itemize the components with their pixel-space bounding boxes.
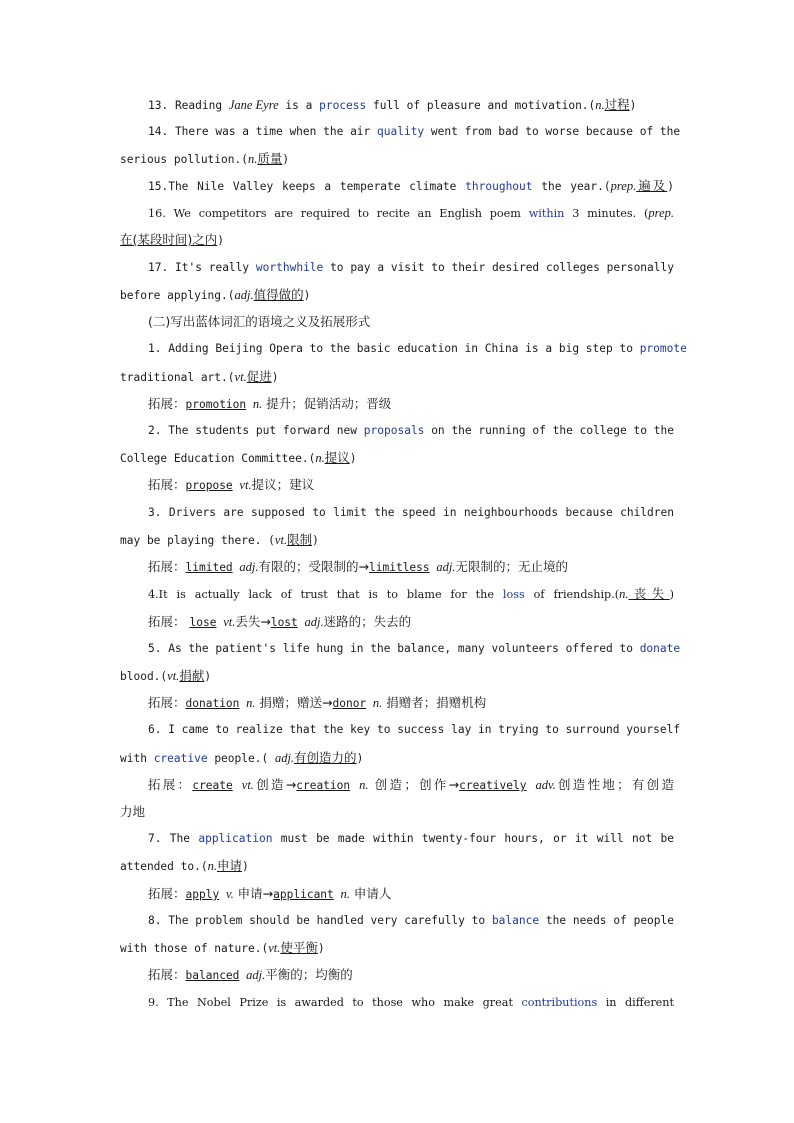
answer: 遍及 [636,178,668,193]
text-run: on the running of the college to the [424,424,674,437]
part-of-speech: adj. [304,615,324,629]
text-run: ) [629,99,637,112]
part-of-speech: vt. [234,370,247,384]
sentence-16 [148,205,674,222]
item-7-cont [120,858,674,875]
keyword: creative [153,752,208,765]
part-of-speech: v. [225,887,234,901]
text-run [219,888,226,901]
part-of-speech: n. [252,397,263,411]
part-of-speech: n. [595,98,605,112]
part-of-speech: adv. [535,778,556,792]
answer: balanced [185,969,240,982]
text-run: 8. The problem should be handled very carefully to [148,914,492,927]
part-of-speech: n. [372,696,383,710]
item-1 [148,341,687,357]
text-run: 2. The students put forward new [148,424,364,437]
text-run: 拓展： [148,614,190,629]
part-of-speech: n. [315,451,325,465]
keyword: contributions [521,996,598,1009]
text-run: 拓展： [148,777,193,792]
answer: donor [332,697,367,710]
answer: 提议 [324,450,350,465]
text-run [334,888,341,901]
answer: 申请 [216,858,242,873]
text-run: 提升；促销活动；晋级 [262,396,392,411]
text-run: 创造性地；有创造 [555,777,674,792]
text-run: (二)写出蓝体词汇的语境之义及拓展形式 [148,314,371,329]
item-1-cont [120,369,674,386]
item-7 [148,831,674,847]
text-run: 拓展： [148,967,186,982]
text-run: 拓展： [148,396,186,411]
text-run: 捐赠；赠送→ [255,695,333,710]
answer: apply [185,888,220,901]
item-3 [148,505,674,521]
text-run: 3. Drivers are supposed to limit the speed in neighbourhoods because children [148,506,674,519]
keyword: proposals [363,424,425,437]
item-7-expand [148,886,674,903]
text-run: is a [278,99,320,112]
answer: 在(某段时间)之内 [120,232,218,247]
text-run: College Education Committee.( [120,452,316,465]
text-run: ) [204,670,212,683]
text-run: 拓展： [148,695,186,710]
text-run: ) [271,371,279,384]
answer: limited [185,561,233,574]
item-5-cont [120,668,674,685]
item-2-expand [148,477,674,494]
part-of-speech: n. [246,696,256,710]
part-of-speech: vt. [167,669,180,683]
item-5 [148,641,681,657]
answer: 促进 [246,369,272,384]
text-run: serious pollution.( [120,153,248,166]
text-run: ) [667,180,674,193]
keyword: process [319,99,367,112]
item-4-expand [148,614,674,631]
item-5-expand [148,695,674,712]
text-run: 迷路的；失去的 [323,614,412,629]
answer: promotion [185,398,247,411]
answer: 值得做的 [253,287,304,302]
keyword: loss [502,588,525,601]
keyword: within [528,207,565,220]
sentence-14-cont [120,151,674,168]
answer: 过程 [604,97,630,112]
text-run: 创造→ [253,777,297,792]
text-run [298,616,305,629]
item-6-cont [120,750,674,767]
text-run: 5. As the patient's life hung in the balance, many volunteers offered to [148,642,640,655]
part-of-speech: n. [359,778,369,792]
text-run: 6. I came to realize that the key to success lay in trying to surround yourself [148,723,681,736]
item-8 [148,913,674,929]
text-run: before applying.( [120,289,235,302]
text-run: went from bad to worse because of the [424,125,681,138]
text-run: with those of nature.( [120,942,269,955]
sentence-16-cont [120,232,674,249]
keyword: donate [639,642,681,655]
text-run: ) [312,534,319,547]
text-run: traditional art.( [120,371,235,384]
sentence-14 [148,124,681,140]
keyword: balance [491,914,540,927]
answer: lost [270,616,298,629]
part-of-speech: adj. [436,560,456,574]
text-run: full of pleasure and motivation.( [366,99,596,112]
text-run: 申请→ [233,886,274,901]
part-of-speech: Jane Eyre [228,98,279,112]
text-run: 无限制的；无止境的 [455,559,569,574]
item-1-expand [148,396,674,413]
text-run: 14. There was a time when the air [148,125,378,138]
part-of-speech: vt. [223,615,236,629]
answer: donation [185,697,240,710]
part-of-speech: adj. [274,751,295,765]
text-run: must be made within twenty-four hours, or it will not be [272,832,674,845]
answer: limitless [369,561,430,574]
text-run: 3 minutes. ( [564,207,649,220]
text-run: ) [282,153,290,166]
answer: 使平衡 [280,940,318,955]
text-run: to pay a visit to their desired colleges personally [323,261,674,274]
part-of-speech: prep. [648,206,674,220]
part-of-speech: vt. [274,533,288,547]
text-run: 16. We competitors are required to recite an English poem [148,207,529,220]
text-run: ) [241,860,249,873]
item-8-cont [120,940,674,957]
text-run: ) [217,234,225,247]
item-3-expand [148,559,674,576]
part-of-speech: vt. [268,941,281,955]
keyword: throughout [465,180,533,193]
text-run: blood.( [120,670,168,683]
text-run: ) [349,452,357,465]
text-run [350,779,359,792]
part-of-speech: vt. [239,478,252,492]
text-run: 提议；建议 [251,477,315,492]
part-of-speech: n. [619,587,629,601]
part-of-speech: adj. [246,968,266,982]
part-of-speech: adj. [234,288,254,302]
text-run: 拓展： [148,886,186,901]
answer: 质量 [257,151,283,166]
item-2-cont [120,450,674,467]
text-run: 13. Reading [148,99,229,112]
text-run: 有限的；受限制的→ [258,559,370,574]
sentence-13 [148,97,674,114]
answer: propose [185,479,233,492]
text-run: ) [669,588,674,601]
text-run: ) [317,942,325,955]
sentence-17 [148,260,674,276]
answer: creatively [459,779,527,792]
text-run: the year.( [532,180,611,193]
part-of-speech: n. [207,859,217,873]
text-run: 平衡的；均衡的 [265,967,353,982]
text-run: with [120,752,154,765]
text-run: ) [303,289,311,302]
keyword: worthwhile [255,261,324,274]
text-run: ) [356,752,364,765]
text-run: 7. The [148,832,199,845]
keyword: quality [377,125,425,138]
text-run [526,779,535,792]
text-run: people.( [207,752,275,765]
item-6-expand [148,777,674,794]
part-of-speech: adj. [239,560,259,574]
item-4 [148,586,674,603]
part-of-speech: n. [340,887,350,901]
item-9 [148,995,674,1011]
section-heading [148,314,674,331]
part-of-speech: prep. [610,179,637,193]
text-run: 丢失→ [235,614,271,629]
text-run: 申请人 [349,886,392,901]
text-run: may be playing there. ( [120,534,275,547]
answer: 限制 [287,532,313,547]
sentence-15 [148,178,674,195]
answer: lose [189,616,217,629]
text-run [246,398,253,411]
text-run: the needs of people [539,914,674,927]
item-6 [148,722,681,738]
part-of-speech: n. [247,152,258,166]
answer: creation [296,779,351,792]
text-run: 9. The Nobel Prize is awarded to those who make great [148,996,522,1009]
text-run: of friendship.( [524,588,620,601]
text-run: 17. It's really [148,261,256,274]
item-2 [148,423,674,439]
answer: 捐献 [179,668,205,683]
sentence-17-cont [120,287,674,304]
answer: create [192,779,233,792]
text-run: attended to.( [120,860,208,873]
item-6-expand-cont [120,804,674,821]
answer: 丧失 [628,586,670,601]
text-run: 拓展： [148,477,186,492]
text-run: 拓展： [148,559,186,574]
part-of-speech: vt. [241,778,254,792]
text-run [233,779,242,792]
text-run: 创造；创作→ [368,777,460,792]
text-run: 15.The Nile Valley keeps a temperate climate [148,180,466,193]
text-run: 力地 [120,804,146,819]
keyword: promote [639,342,687,355]
text-run: 4.It is actually lack of trust that is to blame for the [148,588,503,601]
item-8-expand [148,967,674,984]
answer: applicant [273,888,334,901]
text-run: in different [597,996,674,1009]
text-run: 捐赠者；捐赠机构 [382,695,487,710]
keyword: application [198,832,273,845]
text-run: 1. Adding Beijing Opera to the basic education in China is a big step to [148,342,640,355]
text-run [366,697,373,710]
answer: 有创造力的 [294,750,357,765]
item-3-cont [120,532,674,549]
